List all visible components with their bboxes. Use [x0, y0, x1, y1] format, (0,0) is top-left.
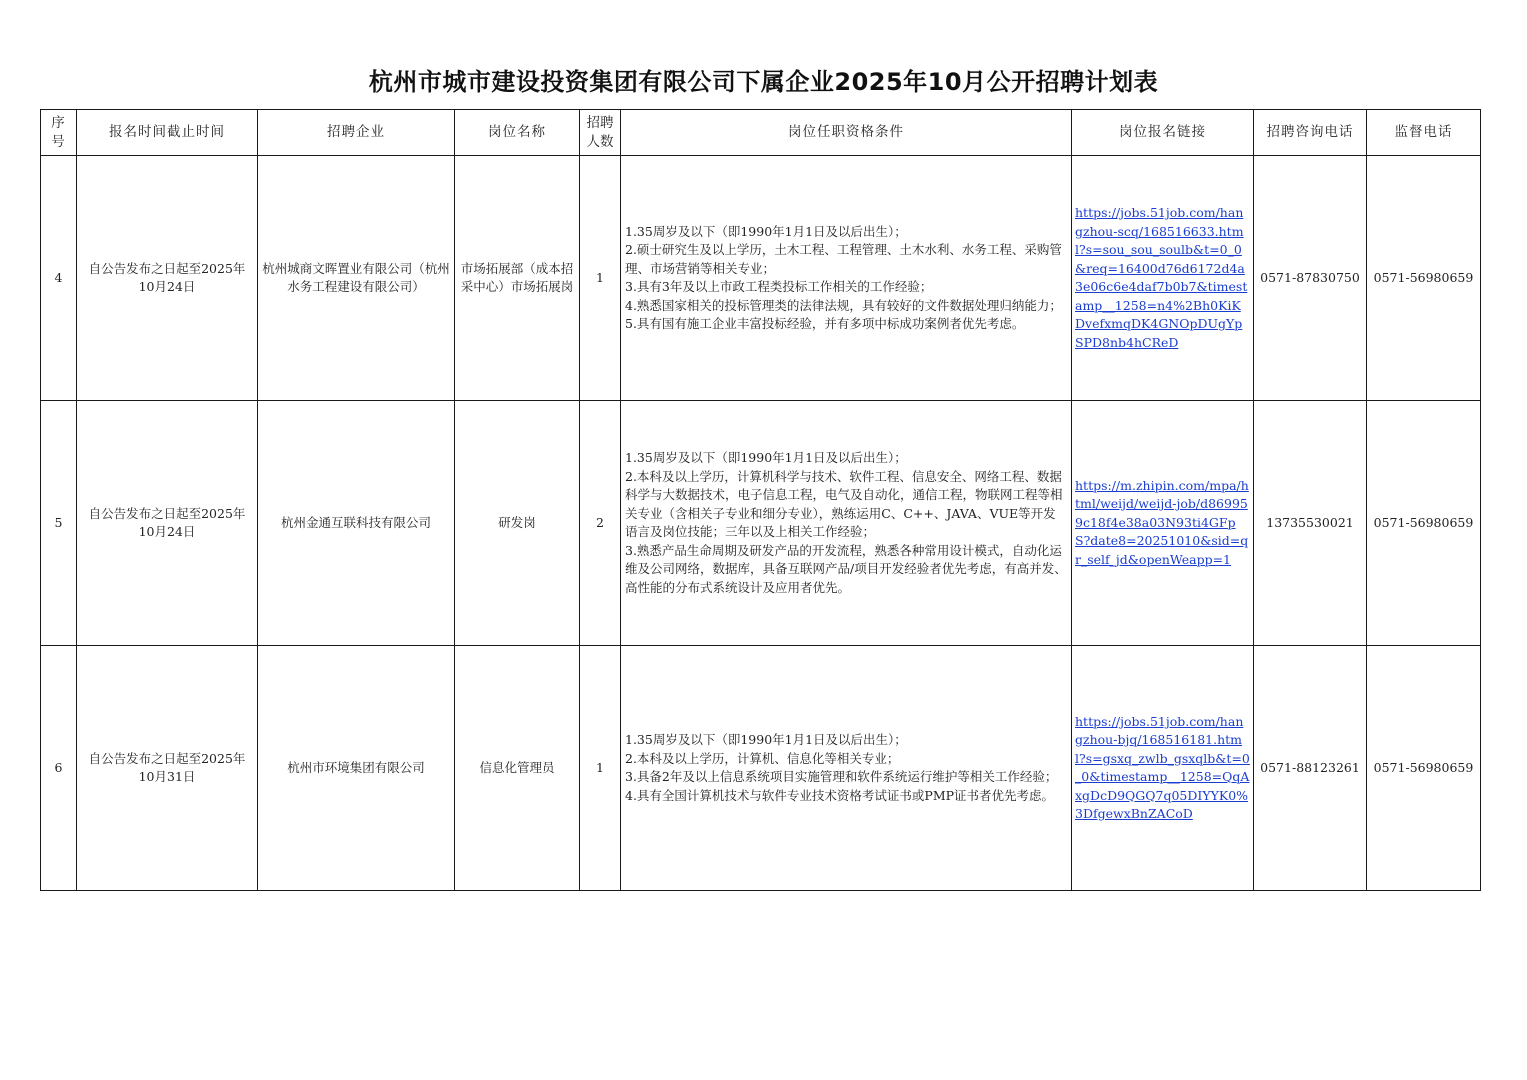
- cell-supervision: 0571-56980659: [1367, 401, 1481, 646]
- cell-link: [1072, 401, 1254, 646]
- apply-link[interactable]: https://jobs.51job.com/hangzhou-bjq/168516181.html?s=gsxq_zwlb_gsxqlb&t=0_0&timestamp__1258=QqAxgDcD9QGQ7q05DIYYK0%3DfgewxBnZACoD: [1075, 713, 1250, 821]
- cell-seq: 6: [41, 646, 77, 891]
- table-row: [41, 646, 1481, 891]
- cell-hotline: 0571-87830750: [1254, 156, 1367, 401]
- table-row: [41, 156, 1481, 401]
- cell-count: 2: [580, 401, 621, 646]
- cell-company: 杭州金通互联科技有限公司: [258, 401, 455, 646]
- requirement-line: 1.35周岁及以下（即1990年1月1日及以后出生）；: [625, 223, 907, 239]
- cell-company: 杭州市环境集团有限公司: [258, 646, 455, 891]
- cell-count: 1: [580, 156, 621, 401]
- requirement-line: 1.35周岁及以下（即1990年1月1日及以后出生）；: [625, 450, 907, 465]
- cell-requirements: [621, 156, 1072, 401]
- requirement-line: 4.具有全国计算机技术与软件专业技术资格考试证书或PMP证书者优先考虑。: [625, 787, 1055, 803]
- requirement-line: 3.熟悉产品生命周期及研发产品的开发流程，熟悉各种常用设计模式，自动化运维及公司网络，数据库，具备互联网产品/项目开发经验者优先考虑，有高并发、高性能的分布式系统设计及应用者优先。: [625, 542, 1067, 595]
- header-supervision: 监督电话: [1367, 110, 1481, 156]
- cell-count: 1: [580, 646, 621, 891]
- cell-link: [1072, 646, 1254, 891]
- recruitment-plan-table: [40, 109, 1481, 891]
- header-company: 招聘企业: [258, 110, 455, 156]
- requirement-line: 2.本科及以上学历，计算机、信息化等相关专业；: [625, 750, 900, 766]
- header-requirements: 岗位任职资格条件: [621, 110, 1072, 156]
- header-count: 招聘人数: [580, 110, 621, 156]
- requirement-line: 3.具备2年及以上信息系统项目实施管理和软件系统运行维护等相关工作经验；: [625, 769, 1058, 784]
- requirement-line: 3.具有3年及以上市政工程类投标工作相关的工作经验；: [625, 279, 933, 294]
- cell-hotline: 0571-88123261: [1254, 646, 1367, 891]
- cell-supervision: 0571-56980659: [1367, 156, 1481, 401]
- apply-link[interactable]: https://m.zhipin.com/mpa/html/weijd/weijd-job/d869959c18f4e38a03N93ti4GFpS?date8=20251010&sid=qr_self_jd&openWeapp=1: [1075, 477, 1249, 567]
- cell-position: 信息化管理员: [455, 646, 580, 891]
- cell-company: 杭州城商文晖置业有限公司（杭州水务工程建设有限公司）: [258, 156, 455, 401]
- requirement-line: 2.本科及以上学历，计算机科学与技术、软件工程、信息安全、网络工程、数据科学与大数据技术，电子信息工程，电气及自动化，通信工程，物联网工程等相关专业（含相关子专业和细分专业），熟练运用C、C++、JAVA、VUE等开发语言及岗位技能；三年以及上相关工作经验；: [625, 468, 1063, 539]
- cell-requirements: [621, 646, 1072, 891]
- header-link: 岗位报名链接: [1072, 110, 1254, 156]
- requirement-line: 1.35周岁及以下（即1990年1月1日及以后出生）；: [625, 732, 907, 747]
- page-title: 杭州市城市建设投资集团有限公司下属企业2025年10月公开招聘计划表: [368, 68, 1159, 96]
- cell-deadline: 自公告发布之日起至2025年10月24日: [77, 401, 258, 646]
- cell-seq: 5: [41, 401, 77, 646]
- cell-position: 市场拓展部（成本招采中心）市场拓展岗: [455, 156, 580, 401]
- cell-deadline: 自公告发布之日起至2025年10月31日: [77, 646, 258, 891]
- header-hotline: 招聘咨询电话: [1254, 110, 1367, 156]
- requirement-line: 5.具有国有施工企业丰富投标经验，并有多项中标成功案例者优先考虑。: [625, 316, 1025, 331]
- requirement-line: 4.熟悉国家相关的投标管理类的法律法规，具有较好的文件数据处理归纳能力；: [625, 297, 1062, 313]
- table-row: [41, 401, 1481, 646]
- requirement-line: 2.硕士研究生及以上学历，土木工程、工程管理、土木水利、水务工程、采购管理、市场营销等相关专业；: [625, 242, 1062, 276]
- cell-link: [1072, 156, 1254, 401]
- header-deadline: 报名时间截止时间: [77, 110, 258, 156]
- apply-link[interactable]: https://jobs.51job.com/hangzhou-scq/168516633.html?s=sou_sou_soulb&t=0_0&req=16400d76d6172d4a3e06c6e4daf7b0b7&timestamp__1258=n4%2Bh0KiKDvefxmqDK4GNOpDUgYpSPD8nb4hCReD: [1075, 205, 1248, 350]
- cell-position: 研发岗: [455, 401, 580, 646]
- header-position: 岗位名称: [455, 110, 580, 156]
- cell-supervision: 0571-56980659: [1367, 646, 1481, 891]
- header-seq: 序号: [41, 110, 77, 156]
- cell-deadline: 自公告发布之日起至2025年10月24日: [77, 156, 258, 401]
- cell-requirements: [621, 401, 1072, 646]
- cell-hotline: 13735530021: [1254, 401, 1367, 646]
- cell-seq: 4: [41, 156, 77, 401]
- table-header-row: [41, 110, 1481, 156]
